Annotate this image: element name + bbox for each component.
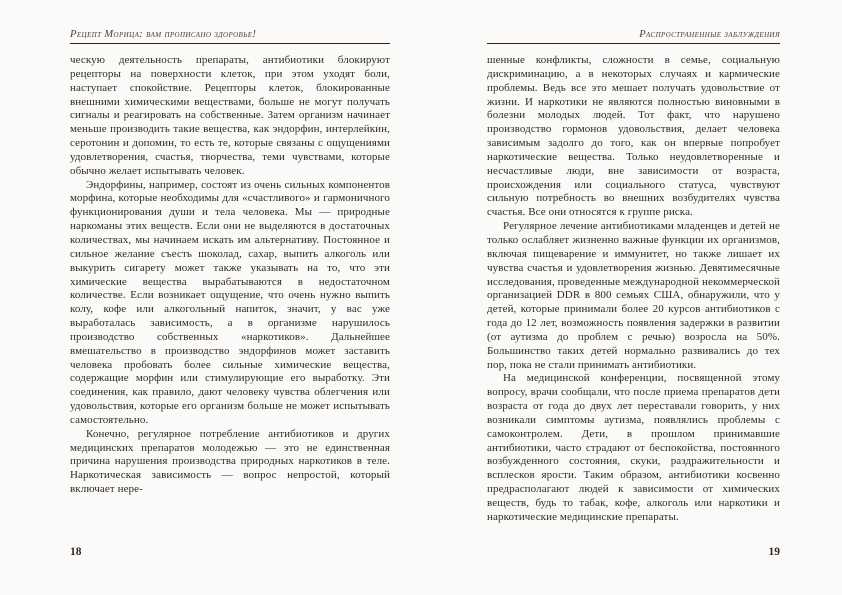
paragraph: ческую деятельность препараты, антибиотики блокируют рецепторы на поверхности клеток, при этом уходят боли, наступает спокойствие. Рецепторы клеток, блокированные внешними химическими веществами, больше не могут получать сигналы и реагировать на собственные. Затем организм начинает меньше производить такие вещества, как эндорфин, интерлейкин, серотонин и допомин, то есть те, которые связаны с ощущениями удовлетворения, счастья, творчества, теми чувствами, которые обычно желает испытывать человек.	[70, 54, 390, 177]
left-page-number: 18	[70, 546, 82, 558]
right-page-body	[487, 54, 780, 538]
right-running-header: Распространенные заблуждения	[487, 29, 780, 44]
paragraph: Эндорфины, например, состоят из очень сильных компонентов морфина, которые необходимы для «счастливого» и гармоничного функционирования души и тела человека. Мы — природные наркоманы этих веществ. Если они не выделяются в достаточных количествах, мы начинаем искать им альтернативу. Постоянное и сильное желание съесть шоколад, сахар, выпить алкоголь или выкурить сигарету может также указывать на то, что эти химические вещества вырабатываются в недостаточном количестве. Если возникает ощущение, что очень нужно выпить колу, кофе или алкогольный напиток, значит, у вас уже выработалась зависимость, а в организме нарушилось производство собственных «наркотиков». Дальнейшее вмешательство в производство эндорфинов может заставить человека пробовать более сильные химические вещества, содержащие морфин или стимулирующие его выработку. Эти соединения, как правило, дают человеку чувства облегчения или удовольствия, которые его организм больше не может испытывать самостоятельно.	[70, 178, 390, 426]
left-running-header: Рецепт Морица: вам прописано здоровье!	[70, 29, 390, 44]
paragraph: Регулярное лечение антибиотиками младенцев и детей не только ослабляет жизненно важные функции их организмов, включая пищеварение и иммунитет, но также лишает их чувства счастья и удовлетворения жизнью. Девятимесячные исследования, проведенные международной некоммерческой организацией DDR в 800 семьях США, обнаружили, что у детей, которые принимали более 20 курсов антибиотиков с года до 12 лет, возможность появления задержки в развитии (от аутизма до проблем с речью) возросла на 50%. Большинство таких детей нормально развивались до тех пор, пока не стали принимать антибиотики.	[487, 220, 780, 371]
paragraph: Конечно, регулярное потребление антибиотиков и других медицинских препаратов молодежью — это не единственная причина нарушения производства природных наркотиков в теле. Наркотическая зависимость — вопрос непростой, который включает нере-	[70, 427, 390, 496]
right-page	[487, 29, 780, 538]
left-page-body	[70, 54, 390, 538]
left-page	[70, 29, 390, 538]
right-page-number: 19	[768, 546, 780, 558]
paragraph: шенные конфликты, сложности в семье, социальную дискриминацию, а в некоторых случаях и кармические проблемы. Ведь все это мешает получать удовольствие от жизни. И наркотики не являются полностью виновными в болезни молодых людей. Тот факт, что нарушено производство гормонов удовольствия, делает человека зависимым задолго до того, как он впервые попробует наркотические вещества. Только неудовлетворенные и несчастливые люди, вне зависимости от возраста, происхождения или социального статуса, чувствуют сильную потребность во внешних возбудителях чувства счастья. Все они относятся к группе риска.	[487, 54, 780, 219]
paragraph: На медицинской конференции, посвященной этому вопросу, врачи сообщали, что после приема препаратов дети возраста от года до двух лет переставали говорить, у них возникали симптомы аутизма, появлялись проблемы с самоконтролем. Дети, в прошлом принимавшие антибиотики, часто страдают от беспокойства, постоянного возбужденного состояния, скуки, раздражительности и всплесков ярости. Таким образом, антибиотики косвенно предрасполагают людей к зависимости от химических веществ, будь то табак, кофе, алкоголь или наркотики и наркотические медицинские препараты.	[487, 372, 780, 523]
